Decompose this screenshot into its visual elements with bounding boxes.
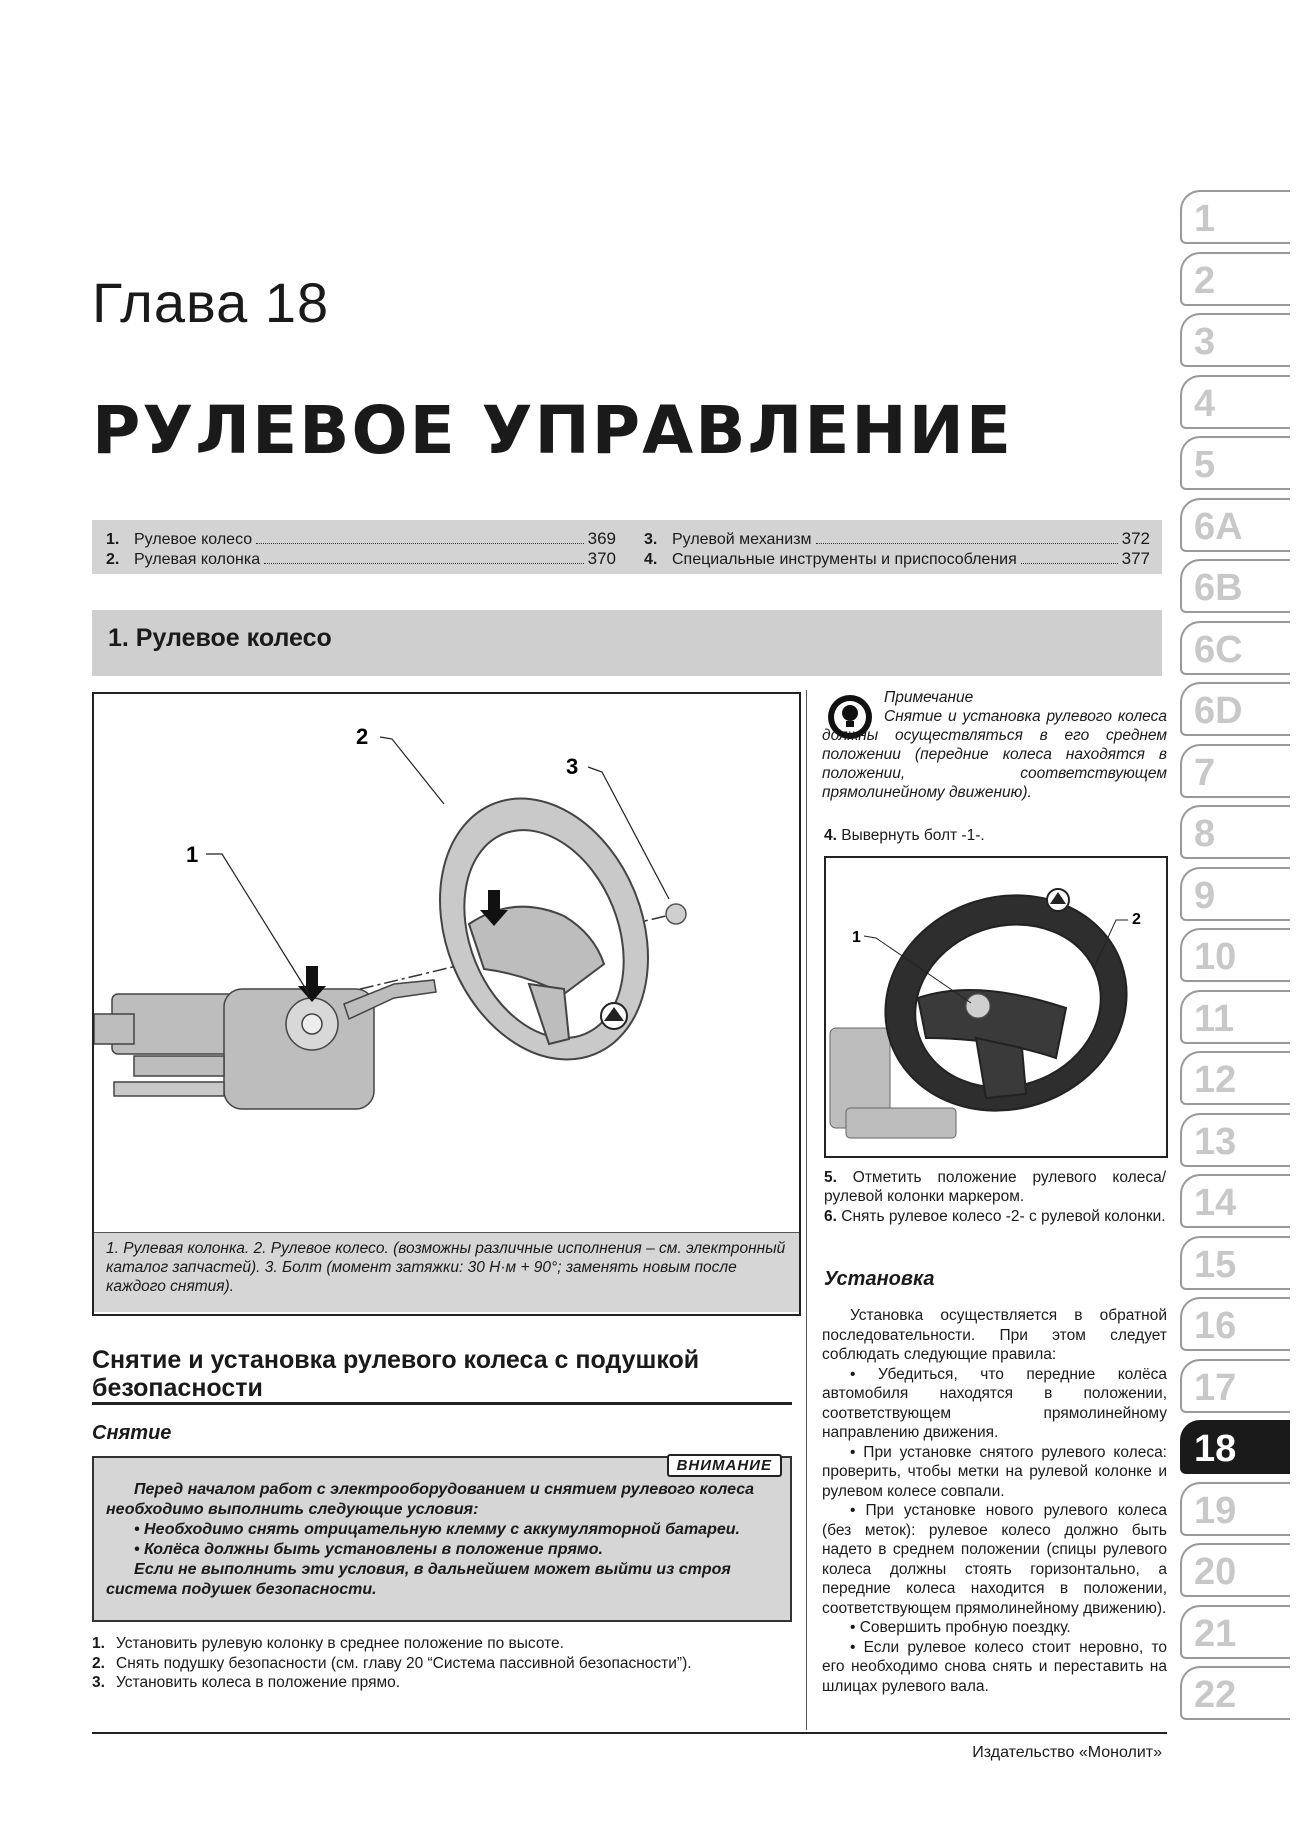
- chapter-tab-18[interactable]: [1180, 1420, 1290, 1474]
- publisher-footer: Издательство «Монолит»: [972, 1744, 1162, 1761]
- step-text: Установить рулевую колонку в среднее положение по высоте.: [116, 1635, 564, 1652]
- bolt-icon: [666, 904, 686, 924]
- chapter-tab-label: 10: [1194, 936, 1237, 978]
- step-item: [824, 1207, 1166, 1226]
- chapter-tab-3[interactable]: [1180, 313, 1290, 367]
- toc-page: 372: [1121, 529, 1150, 548]
- callout-1: 1: [852, 929, 861, 946]
- chapter-tab-label: 16: [1194, 1305, 1237, 1347]
- toc-page: 377: [1121, 549, 1150, 568]
- chapter-tab-15[interactable]: [1180, 1236, 1290, 1290]
- chapter-tab-label: 2: [1194, 259, 1216, 302]
- warning-box: [92, 1456, 792, 1622]
- step-text: Снять подушку безопасности (см. главу 20 “Система пассивной безопасности”).: [116, 1654, 692, 1672]
- toc-page: 369: [587, 529, 616, 548]
- chapter-tab-label: 22: [1194, 1674, 1237, 1716]
- toc-label: Рулевое колесо: [134, 531, 253, 548]
- toc-dots: [816, 543, 1118, 544]
- chapter-tab-label: 6C: [1194, 628, 1243, 671]
- chapter-tab-6d[interactable]: [1180, 682, 1290, 736]
- step-text: Установить колеса в положение прямо.: [116, 1674, 401, 1691]
- step-num: 6.: [824, 1208, 837, 1225]
- step-item: [92, 1634, 792, 1654]
- chapter-tab-19[interactable]: [1180, 1482, 1290, 1536]
- step-num: 1.: [92, 1635, 105, 1652]
- chapter-tab-13[interactable]: [1180, 1113, 1290, 1167]
- paragraph: • При установке нового рулевого колеса (без меток): рулевое колесо должно быть надето в среднем положении (спицы рулевого колеса должны стоять горизонтально, а передние колеса находится в положении, соответствующем прямолинейному движению).: [822, 1502, 1167, 1617]
- step-item: [92, 1673, 792, 1693]
- callout-2: 2: [1132, 911, 1141, 928]
- brand-mark-icon: [1047, 889, 1069, 911]
- table-of-contents: [92, 520, 1162, 574]
- chapter-tab-label: 1: [1194, 198, 1216, 240]
- chapter-tab-label: 5: [1194, 444, 1216, 486]
- chapter-tab-17[interactable]: [1180, 1359, 1290, 1413]
- paragraph: • Убедиться, что передние колёса автомобиля находятся в положении, соответствующем прямолинейному направлению движения.: [822, 1365, 1167, 1441]
- leader-line: [206, 854, 309, 994]
- chapter-tab-label: 6A: [1194, 505, 1243, 548]
- step-item: [92, 1654, 792, 1674]
- toc-num: 3.: [644, 531, 658, 548]
- chapter-tab-label: 14: [1194, 1182, 1237, 1224]
- section-title: 1. Рулевое колесо: [108, 624, 332, 652]
- step-num: 5.: [824, 1169, 837, 1186]
- step-text: Отметить положение рулевого колеса/рулевой колонки маркером.: [824, 1169, 1166, 1205]
- step-text: Снять рулевое колесо -2- с рулевой колонки.: [841, 1208, 1166, 1225]
- warning-text: [106, 1480, 782, 1600]
- chapter-tab-label: 8: [1194, 813, 1216, 855]
- chapter-tab-label: 17: [1194, 1366, 1237, 1409]
- warning-line: • Колёса должны быть установлены в положение прямо.: [134, 1541, 603, 1558]
- chapter-tab-label: 12: [1194, 1059, 1237, 1101]
- note-body: Снятие и установка рулевого колеса должны осуществляться в его среднем положении (передние колеса находятся в положении, соответствующем прямолинейному движению).: [822, 708, 1167, 801]
- chapter-tab-label: 20: [1194, 1551, 1237, 1593]
- leader-line: [380, 737, 444, 804]
- toc-dots: [264, 563, 584, 564]
- callout-2: 2: [356, 724, 369, 749]
- warning-label: ВНИМАНИЕ: [667, 1454, 782, 1477]
- paragraph: • Если рулевое колесо стоит неровно, то его необходимо снова снять и переставить на шлицах рулевого вала.: [822, 1638, 1167, 1695]
- chapter-tab-12[interactable]: [1180, 1051, 1290, 1105]
- installation-text: [822, 1306, 1167, 1696]
- callout-3: 3: [566, 754, 579, 779]
- bolt-icon: [966, 994, 990, 1018]
- chapter-tab-9[interactable]: [1180, 867, 1290, 921]
- chapter-tab-label: 6B: [1194, 567, 1243, 609]
- steering-column: [94, 980, 436, 1109]
- step-num: 4.: [824, 827, 837, 844]
- toc-item[interactable]: [644, 549, 1150, 569]
- chapter-tab-7[interactable]: [1180, 744, 1290, 798]
- chapter-tab-label: 4: [1194, 382, 1216, 425]
- removal-heading: Снятие: [92, 1422, 172, 1444]
- step-item: [824, 826, 1164, 845]
- step-item: [824, 1168, 1166, 1206]
- chapter-tab-22[interactable]: [1180, 1666, 1290, 1720]
- chapter-tab-6a[interactable]: [1180, 498, 1290, 552]
- figure-steering-assembly: [92, 692, 801, 1316]
- steering-wheel-photo: [857, 864, 1155, 1141]
- chapter-tab-1[interactable]: [1180, 190, 1290, 244]
- subsection-title: Снятие и установка рулевого колеса с подушкой безопасности: [92, 1346, 700, 1402]
- paragraph: • Совершить пробную поездку.: [850, 1619, 1071, 1636]
- chapter-tab-6c[interactable]: [1180, 621, 1290, 675]
- chapter-tab-4[interactable]: [1180, 375, 1290, 429]
- chapter-label: Глава 18: [92, 271, 330, 334]
- chapter-tab-21[interactable]: [1180, 1605, 1290, 1659]
- figure-caption: 1. Рулевая колонка. 2. Рулевое колесо. (возможны различные исполнения – см. электронный каталог запчастей). 3. Болт (момент затяжки: 30 Н·м + 90°; заменять новым после каждого снятия).: [94, 1232, 799, 1312]
- chapter-tab-2[interactable]: [1180, 252, 1290, 306]
- chapter-tab-label: 3: [1194, 321, 1216, 363]
- warning-line: Если не выполнить эти условия, в дальнейшем может выйти из строя система подушек безопасности.: [106, 1561, 731, 1598]
- toc-dots: [1021, 563, 1118, 564]
- footer-rule: [92, 1732, 1167, 1734]
- chapter-tab-label: 18: [1194, 1428, 1237, 1470]
- note-block: [822, 688, 1167, 802]
- paragraph: • При установке снятого рулевого колеса: проверить, чтобы метки на рулевой колонке и рулевом колесе совпали.: [822, 1443, 1167, 1500]
- chapter-tab-16[interactable]: [1180, 1297, 1290, 1351]
- chapter-tab-label: 21: [1194, 1612, 1237, 1655]
- section-header: [92, 610, 1162, 676]
- toc-num: 1.: [106, 531, 120, 548]
- toc-label: Рулевая колонка: [134, 551, 261, 568]
- chapter-tab-label: 19: [1194, 1489, 1237, 1532]
- toc-item[interactable]: [644, 529, 1150, 549]
- chapter-tab-6b[interactable]: [1180, 559, 1290, 613]
- paragraph: Установка осуществляется в обратной последовательности. При этом следует соблюдать следующие правила:: [822, 1307, 1167, 1363]
- warning-line: Перед началом работ с электрооборудованием и снятием рулевого колеса необходимо выполнить следующие условия:: [106, 1481, 755, 1518]
- toc-item[interactable]: [106, 529, 616, 549]
- removal-steps: [92, 1634, 792, 1693]
- warning-line: • Необходимо снять отрицательную клемму с аккумуляторной батареи.: [134, 1521, 740, 1538]
- chapter-tab-label: 9: [1194, 874, 1216, 917]
- toc-dots: [256, 543, 583, 544]
- toc-label: Специальные инструменты и приспособления: [672, 551, 1017, 568]
- chapter-tab-label: 15: [1194, 1243, 1237, 1286]
- toc-item[interactable]: [106, 549, 616, 569]
- chapter-tab-10[interactable]: [1180, 928, 1290, 982]
- brand-mark-icon: [601, 1003, 627, 1029]
- toc-num: 4.: [644, 551, 658, 568]
- note-label: Примечание: [884, 689, 974, 706]
- step-num: 3.: [92, 1674, 105, 1691]
- chapter-tab-label: 11: [1194, 997, 1235, 1040]
- chapter-tab-5[interactable]: [1180, 436, 1290, 490]
- callout-1: 1: [186, 842, 199, 867]
- toc-num: 2.: [106, 551, 120, 568]
- installation-heading: Установка: [824, 1268, 935, 1290]
- chapter-tab-11[interactable]: [1180, 990, 1290, 1044]
- page-title: РУЛЕВОЕ УПРАВЛЕНИЕ: [92, 392, 1013, 469]
- column-divider: [806, 690, 807, 1730]
- chapter-tab-label: 13: [1194, 1120, 1237, 1163]
- toc-page: 370: [587, 549, 616, 568]
- chapter-tab-14[interactable]: [1180, 1174, 1290, 1228]
- steering-assembly-illustration: [94, 694, 799, 1232]
- chapter-tab-8[interactable]: [1180, 805, 1290, 859]
- toc-label: Рулевой механизм: [672, 531, 812, 548]
- subsection-underline: [92, 1402, 792, 1405]
- step-num: 2.: [92, 1654, 105, 1672]
- chapter-tab-label: 7: [1194, 751, 1216, 794]
- chapter-tab-label: 6D: [1194, 690, 1243, 732]
- steering-wheel: [403, 767, 686, 1091]
- figure-wheel-removal: [824, 856, 1168, 1158]
- step-text: Вывернуть болт -1-.: [841, 827, 985, 844]
- chapter-tab-20[interactable]: [1180, 1543, 1290, 1597]
- wheel-removal-illustration: [826, 858, 1166, 1156]
